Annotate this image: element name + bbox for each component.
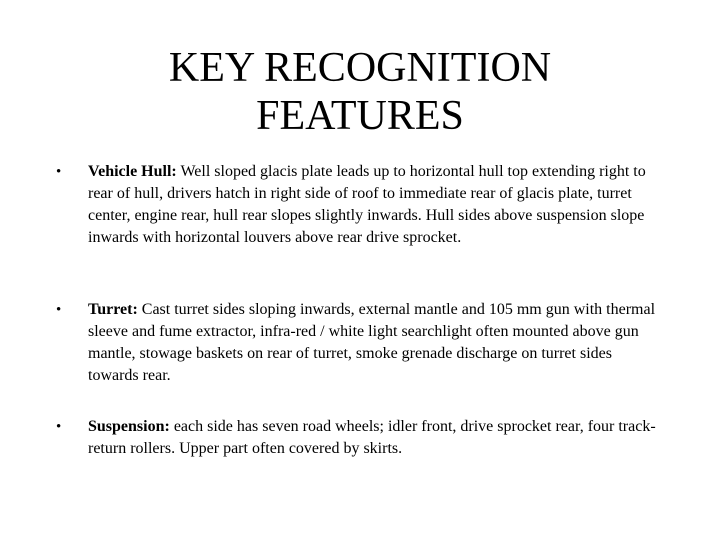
slide-title xyxy=(60,44,660,140)
bullet-label-suspension: Suspension: xyxy=(88,418,170,435)
bullet-label-vehicle-hull: Vehicle Hull: xyxy=(88,163,177,180)
bullet-icon: • xyxy=(56,419,62,435)
bullet-icon: • xyxy=(56,164,62,180)
bullet-icon: • xyxy=(56,302,62,318)
slide-title-line-1: KEY RECOGNITION xyxy=(168,45,552,91)
bullet-text-suspension xyxy=(88,416,666,460)
bullet-label-turret: Turret: xyxy=(88,301,138,318)
bullet-text-vehicle-hull xyxy=(88,161,666,249)
bullet-text-turret xyxy=(88,299,666,387)
bullet-body-turret: Cast turret sides sloping inwards, external mantle and 105 mm gun with thermal sleeve and fume extractor, infra-red / white light searchlight often mounted above gun mantle, stowage baskets on rear of turret, smoke grenade discharge on turret sides towards rear. xyxy=(88,301,656,384)
bullet-body-suspension: each side has seven road wheels; idler front, drive sprocket rear, four track-return rollers. Upper part often covered by skirts. xyxy=(88,418,656,457)
bullet-body-vehicle-hull: Well sloped glacis plate leads up to horizontal hull top extending right to rear of hull, drivers hatch in right side of roof to immediate rear of glacis plate, turret center, engine rear, hull rear slopes slightly inwards. Hull sides above suspension slope inwards with horizontal louvers above rear drive sprocket. xyxy=(88,163,646,246)
slide-title-line-2: FEATURES xyxy=(256,93,464,139)
